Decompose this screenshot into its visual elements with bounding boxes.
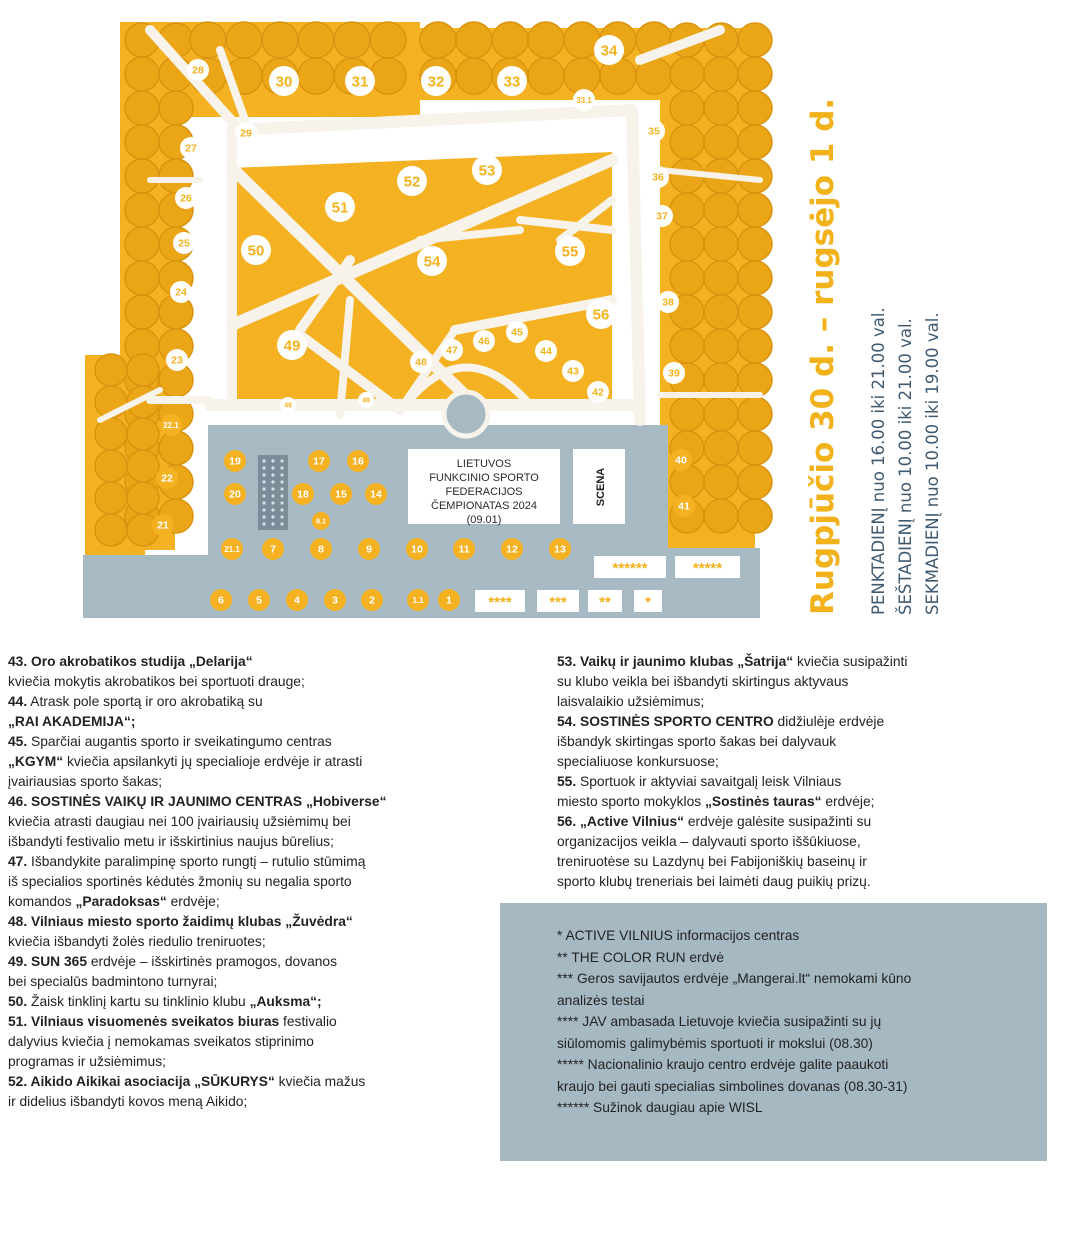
legend-entry: 55. Sportuok ir aktyviai savaitgalį leisk Vilniaus miesto sporto mokyklos „Sostinės tauras“ erdvėje; — [557, 774, 875, 809]
star-tag-label: ***** — [692, 560, 723, 577]
map-marker — [280, 397, 296, 413]
marker-label: 2 — [369, 594, 375, 607]
tree — [738, 431, 772, 465]
event-dates: Rugpjūčio 30 d. – rugsėjo 1 d. — [805, 97, 841, 615]
marker-label: 22.1 — [163, 420, 179, 430]
court-dot — [271, 522, 274, 525]
tree — [127, 354, 159, 386]
marker-label: 33 — [503, 73, 521, 91]
marker-label: 8 — [318, 543, 324, 556]
legend-entry: 50. Žaisk tinklinį kartu su tinklinio klubu „Auksma“; — [8, 994, 322, 1009]
legend-entry: 56. „Active Vilnius“ erdvėje galėsite susipažinti su organizacijos veikla – dalyvauti sporto iššūkiuose, treniruotėse su Lazdynų bei Fabijoniškių baseinų ir sporto klubų treneriais bei laimėti daug puikių prizų. — [557, 814, 872, 889]
marker-label: 11 — [458, 543, 470, 556]
tree — [704, 57, 738, 91]
map-marker — [347, 450, 369, 472]
map-marker — [224, 450, 246, 472]
map-marker — [594, 35, 624, 65]
marker-label: 15 — [335, 488, 347, 501]
tree — [528, 58, 564, 94]
hours-saturday: ŠEŠTADIENĮ nuo 10.00 iki 21.00 val. — [896, 318, 915, 615]
star-tag — [588, 590, 622, 612]
tree — [226, 22, 262, 58]
map-marker — [410, 351, 432, 373]
marker-label: 8.1 — [316, 518, 326, 526]
star-tag-label: **** — [488, 594, 512, 611]
tree — [704, 91, 738, 125]
tree — [738, 295, 772, 329]
tree — [125, 125, 159, 159]
marker-label: 10 — [411, 543, 423, 556]
marker-label: 54 — [423, 253, 441, 271]
footnote: siūlomomis galimybėmis sportuoti ir mokslui (08.30) — [557, 1035, 873, 1051]
map-marker — [397, 166, 427, 196]
tree — [704, 499, 738, 533]
star-tag — [634, 590, 662, 612]
map-marker — [361, 589, 383, 611]
marker-label: 29 — [240, 127, 252, 140]
map-marker — [175, 187, 197, 209]
marker-label: 6 — [218, 594, 224, 607]
marker-label: 5 — [256, 594, 262, 607]
tree — [456, 22, 492, 58]
marker-label: 24 — [175, 286, 187, 299]
tree — [704, 397, 738, 431]
court-dot — [280, 515, 283, 518]
tree — [125, 57, 159, 91]
championship-line: (09.01) — [466, 514, 502, 526]
court-dot — [271, 459, 274, 462]
tree — [159, 431, 193, 465]
map-marker — [506, 321, 528, 343]
tree — [704, 465, 738, 499]
court-dot — [262, 515, 265, 518]
marker-label: 47 — [446, 344, 458, 357]
map-marker — [417, 246, 447, 276]
marker-label: 20 — [229, 488, 241, 501]
map-marker — [235, 122, 257, 144]
marker-label: 14 — [370, 488, 382, 501]
tree — [125, 295, 159, 329]
court-dot — [262, 480, 265, 483]
court-dot — [262, 466, 265, 469]
court-dot — [271, 515, 274, 518]
tree — [456, 58, 492, 94]
star-tag — [594, 556, 666, 578]
tree — [738, 193, 772, 227]
tree — [670, 193, 704, 227]
map-marker — [221, 538, 243, 560]
map-marker — [156, 467, 178, 489]
star-tag — [675, 556, 740, 578]
fountain — [444, 392, 488, 436]
court-dot — [262, 494, 265, 497]
footnote: * ACTIVE VILNIUS informacijos centras — [557, 928, 800, 943]
tree — [738, 397, 772, 431]
tree — [125, 91, 159, 125]
tree — [528, 22, 564, 58]
map-marker — [441, 339, 463, 361]
court-dot — [280, 466, 283, 469]
tree — [127, 418, 159, 450]
star-tag-label: ****** — [612, 560, 648, 577]
stage-label: SCENA — [595, 467, 607, 507]
map-marker — [170, 281, 192, 303]
map-marker — [663, 362, 685, 384]
tree — [127, 450, 159, 482]
marker-label: 19 — [229, 455, 241, 468]
tree — [738, 57, 772, 91]
map-marker — [310, 538, 332, 560]
championship-line: ČEMPIONATAS 2024 — [431, 500, 537, 512]
tree — [125, 261, 159, 295]
tree — [670, 227, 704, 261]
tree — [670, 397, 704, 431]
map-marker — [651, 205, 673, 227]
court-dot — [280, 494, 283, 497]
tree — [704, 295, 738, 329]
map-marker — [535, 340, 557, 362]
court-dot — [262, 487, 265, 490]
footnote: ***** Nacionalinio kraujo centro erdvėje galite paaukoti — [557, 1057, 889, 1072]
map-marker — [286, 589, 308, 611]
tree — [298, 22, 334, 58]
marker-label: 42 — [592, 386, 604, 399]
footnote: ****** Sužinok daugiau apie WISL — [557, 1100, 763, 1115]
legend-entry: 44. Atrask pole sportą ir oro akrobatiką su „RAI AKADEMIJA“; — [8, 694, 263, 729]
marker-label: 46 — [478, 335, 490, 348]
legend-entry: 48. Vilniaus miesto sporto žaidimų klubas „Žuvėdra“ kviečia išbandyti žolės riedulio treniruotes; — [8, 914, 353, 949]
marker-label: 32 — [427, 73, 445, 91]
tree — [298, 58, 334, 94]
hours-sunday: SEKMADIENĮ nuo 10.00 iki 19.00 val. — [923, 312, 942, 615]
marker-label: 9 — [366, 543, 372, 556]
tree — [420, 22, 456, 58]
marker-label: 34 — [600, 42, 618, 60]
tree — [704, 227, 738, 261]
star-tag — [475, 590, 525, 612]
map-marker — [262, 538, 284, 560]
legend-entry: 43. Oro akrobatikos studija „Delarija“ kviečia mokytis akrobatikos bei sportuoti drauge; — [8, 654, 305, 689]
map-marker — [501, 538, 523, 560]
map-marker — [555, 236, 585, 266]
tree — [370, 58, 406, 94]
map-marker — [406, 538, 428, 560]
legend-entry: 51. Vilniaus visuomenės sveikatos biuras festivalio dalyvius kviečia į nemokamas sveikatos stiprinimo programas ir užsiėmimus; — [8, 1014, 337, 1069]
court-dot — [280, 480, 283, 483]
tree — [704, 193, 738, 227]
map-marker — [325, 192, 355, 222]
marker-label: 50 — [247, 242, 265, 260]
marker-label: 51 — [331, 199, 349, 217]
path — [632, 110, 640, 420]
marker-label: 25 — [178, 237, 190, 250]
tree — [262, 22, 298, 58]
marker-label: 36 — [652, 171, 664, 184]
tree — [738, 227, 772, 261]
legend-entry: 46. SOSTINĖS VAIKŲ IR JAUNIMO CENTRAS „Hobiverse“ kviečia atrasti daugiau nei 100 įvairiausių užsiėmimų bei išbandyti festivalio metu ir išskirtinius naujus būrelius; — [8, 794, 387, 849]
map-marker — [549, 538, 571, 560]
tree — [125, 227, 159, 261]
court-grid — [258, 455, 288, 530]
tree — [738, 261, 772, 295]
star-tag-label: *** — [549, 594, 567, 611]
map-marker — [292, 483, 314, 505]
marker-label: 22 — [161, 472, 173, 485]
marker-label: 30 — [275, 73, 293, 91]
map-marker — [643, 120, 665, 142]
tree — [738, 363, 772, 397]
marker-label: 33.1 — [576, 95, 592, 105]
marker-label: 49 — [283, 337, 301, 355]
map-marker — [587, 381, 609, 403]
tree — [670, 261, 704, 295]
map-marker — [472, 155, 502, 185]
court-dot — [262, 459, 265, 462]
marker-label: 21 — [157, 519, 169, 532]
map-marker — [407, 589, 429, 611]
map-marker — [358, 392, 374, 408]
court-dot — [262, 501, 265, 504]
tree — [704, 125, 738, 159]
footnotes-box — [500, 903, 1047, 1161]
championship-line: LIETUVOS — [456, 458, 512, 470]
marker-label: 4 — [294, 594, 300, 607]
court-dot — [271, 501, 274, 504]
court-dot — [280, 473, 283, 476]
marker-label: 23 — [171, 354, 183, 367]
legend-entry: 53. Vaikų ir jaunimo klubas „Šatrija“ kviečia susipažinti su klubo veikla bei išbandyti skirtingus aktyvaus laisvalaikio užsiėmimus; — [557, 654, 908, 709]
map-marker — [573, 89, 595, 111]
tree — [738, 23, 772, 57]
tree — [704, 363, 738, 397]
map-marker — [166, 349, 188, 371]
marker-label: 45 — [511, 326, 523, 339]
court-dot — [271, 494, 274, 497]
map-marker — [152, 514, 174, 536]
court-dot — [271, 466, 274, 469]
marker-label: 28 — [192, 64, 204, 77]
marker-label: 56 — [592, 306, 610, 324]
legend-left — [8, 652, 478, 1112]
court-dot — [271, 487, 274, 490]
tree — [95, 354, 127, 386]
map-marker — [241, 235, 271, 265]
court-dot — [280, 508, 283, 511]
marker-label: 44 — [540, 345, 552, 358]
map-marker — [670, 449, 692, 471]
marker-label: 1 — [446, 594, 452, 607]
tree — [492, 22, 528, 58]
tree — [125, 159, 159, 193]
map-marker — [365, 483, 387, 505]
footnote: *** Geros savijautos erdvėje „Mangerai.lt“ nemokami kūno — [557, 971, 912, 986]
marker-label: 40 — [675, 454, 687, 467]
map-marker — [248, 589, 270, 611]
footnote: ** THE COLOR RUN erdvė — [557, 949, 724, 965]
court-dot — [280, 522, 283, 525]
marker-label: 53 — [478, 162, 496, 180]
court-dot — [280, 459, 283, 462]
marker-label: 37 — [656, 210, 668, 223]
tree — [95, 450, 127, 482]
star-tag-label: * — [645, 594, 651, 611]
tree — [670, 91, 704, 125]
court-dot — [262, 522, 265, 525]
marker-label: 16 — [352, 455, 364, 468]
map-marker — [473, 330, 495, 352]
tree — [95, 514, 127, 546]
map-marker — [358, 538, 380, 560]
marker-label: 1.1 — [412, 595, 424, 605]
map-marker — [586, 299, 616, 329]
marker-label: 3 — [332, 594, 338, 607]
tree — [738, 329, 772, 363]
tree — [95, 482, 127, 514]
footnote: **** JAV ambasada Lietuvoje kviečia susipažinti su jų — [557, 1014, 882, 1029]
marker-label: 18 — [297, 488, 309, 501]
tree — [127, 482, 159, 514]
map-marker — [210, 589, 232, 611]
marker-label: 17 — [313, 455, 325, 468]
map-marker — [312, 512, 330, 530]
tree — [370, 22, 406, 58]
legend-entry: 47. Išbandykite paralimpinę sporto rungtį – rutulio stūmimą iš specialios sportinės kėdutės žmonių su negalia sporto komandos „Paradoksas“ erdvėje; — [8, 854, 366, 909]
footnote: kraujo bei gauti specialias simbolines dovanas (08.30-31) — [557, 1078, 908, 1094]
map-marker — [421, 66, 451, 96]
map-marker — [345, 66, 375, 96]
star-tag — [537, 590, 579, 612]
tree — [670, 125, 704, 159]
legend-entry: 52. Aikido Aikikai asociacija „SŪKURYS“ kviečia mažus ir didelius išbandyti kovos meną Aikido; — [8, 1074, 366, 1109]
marker-label: 12 — [506, 543, 518, 556]
map-marker — [277, 330, 307, 360]
marker-label: 55 — [561, 243, 579, 261]
legend-entry: 54. SOSTINĖS SPORTO CENTRO didžiulėje erdvėje išbandyk skirtingas sporto šakas bei dalyvauk specialiuose konkursuose; — [557, 714, 885, 769]
marker-label: 31 — [351, 73, 369, 91]
map-marker — [160, 414, 182, 436]
hours-friday: PENKTADIENĮ nuo 16.00 iki 21.00 val. — [869, 307, 888, 615]
tree — [159, 91, 193, 125]
championship-line: FUNKCINIO SPORTO — [429, 472, 539, 484]
tree — [738, 499, 772, 533]
court-dot — [271, 508, 274, 511]
marker-label: 41 — [678, 500, 690, 513]
tree — [670, 329, 704, 363]
marker-label: 49 — [362, 397, 370, 405]
tree — [125, 193, 159, 227]
map-marker — [187, 59, 209, 81]
map-marker — [308, 450, 330, 472]
tree — [334, 22, 370, 58]
legend-entry: 45. Sparčiai augantis sporto ir sveikatingumo centras „KGYM“ kviečia apsilankyti jų specialioje erdvėje ir atrasti įvairiausias sporto šakas; — [8, 734, 363, 789]
marker-label: 7 — [270, 543, 276, 556]
footnote: analizės testai — [557, 992, 645, 1008]
map-marker — [224, 483, 246, 505]
map-marker — [330, 483, 352, 505]
map-marker — [657, 291, 679, 313]
map-marker — [173, 232, 195, 254]
court-dot — [280, 501, 283, 504]
map-marker — [453, 538, 475, 560]
map-marker — [647, 166, 669, 188]
marker-label: 27 — [185, 142, 197, 155]
court-dot — [262, 473, 265, 476]
marker-label: 52 — [403, 173, 421, 191]
marker-label: 48 — [415, 356, 427, 369]
championship-line: FEDERACIJOS — [445, 486, 523, 498]
tree — [704, 431, 738, 465]
legend-right — [557, 652, 1017, 892]
map-marker — [180, 137, 202, 159]
map-marker — [562, 360, 584, 382]
marker-label: 39 — [668, 367, 680, 380]
court-dot — [271, 480, 274, 483]
court-dot — [271, 473, 274, 476]
tree — [738, 465, 772, 499]
map-marker — [324, 589, 346, 611]
court-dot — [280, 487, 283, 490]
court-dot — [262, 508, 265, 511]
tree — [738, 125, 772, 159]
tree — [704, 261, 738, 295]
marker-label: 49 — [284, 402, 292, 410]
marker-label: 38 — [662, 296, 674, 309]
marker-label: 21.1 — [224, 544, 240, 554]
marker-label: 13 — [554, 543, 566, 556]
legend-entry: 49. SUN 365 erdvėje – išskirtinės pramogos, dovanos bei specialūs badmintono turnyrai; — [8, 954, 338, 989]
marker-label: 35 — [648, 125, 660, 138]
map-marker — [438, 589, 460, 611]
tree — [670, 57, 704, 91]
map-marker — [269, 66, 299, 96]
map-marker — [673, 495, 695, 517]
map-marker — [497, 66, 527, 96]
star-tag-label: ** — [599, 594, 611, 611]
marker-label: 43 — [567, 365, 579, 378]
tree — [738, 91, 772, 125]
tree — [670, 465, 704, 499]
tree — [564, 58, 600, 94]
marker-label: 26 — [180, 192, 192, 205]
tree — [704, 329, 738, 363]
